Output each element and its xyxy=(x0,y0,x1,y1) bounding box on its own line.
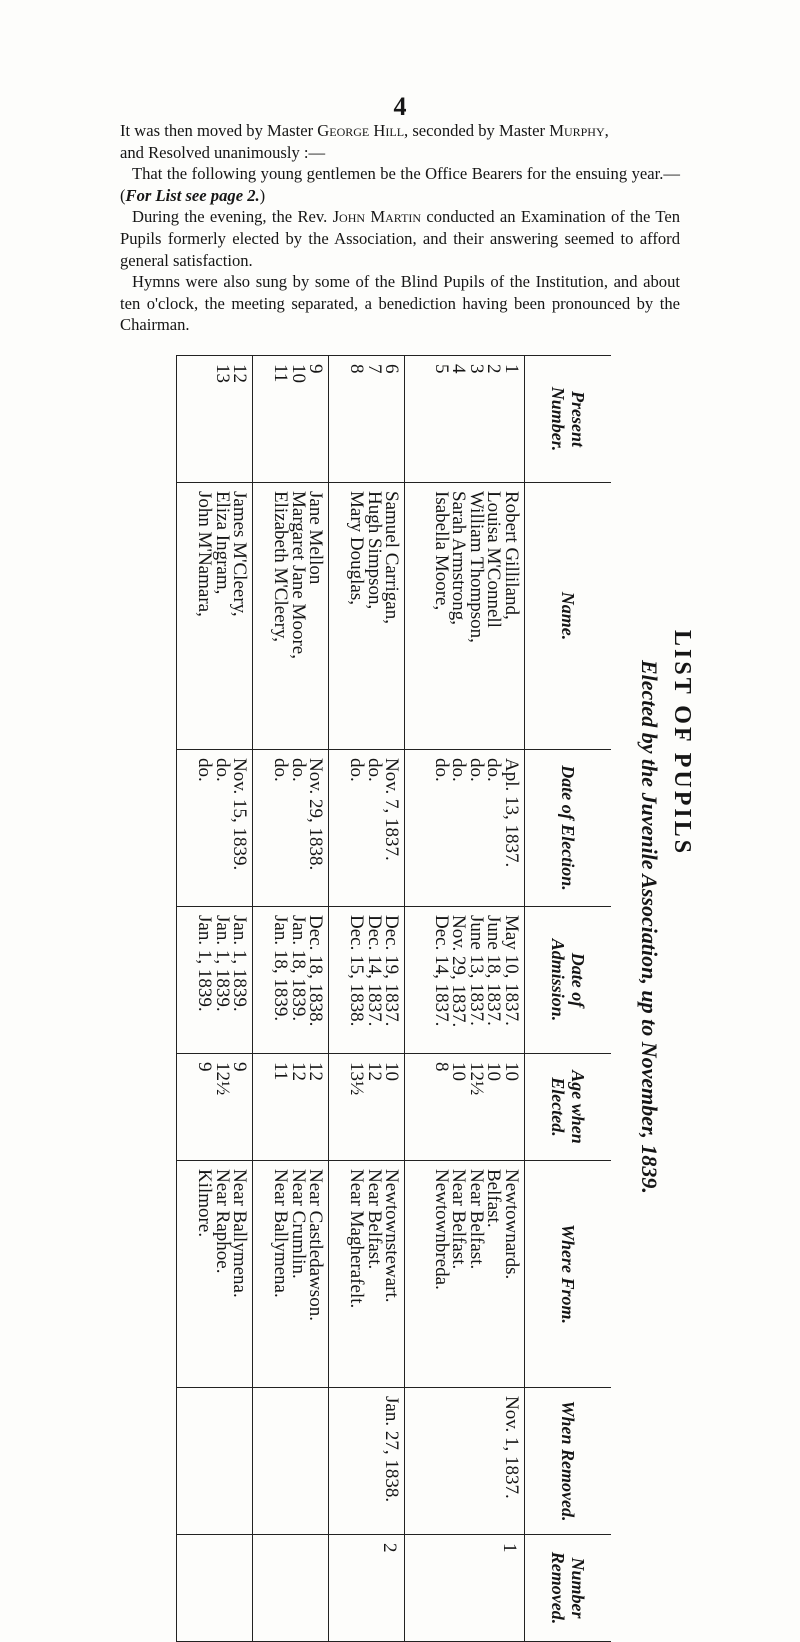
text-fragment: It was then moved by Master xyxy=(120,121,318,140)
cell-date-of-election xyxy=(253,750,329,907)
person-name: John Martin xyxy=(332,207,422,227)
cell-date-of-admission xyxy=(177,907,253,1054)
cell-line: Mary Douglas, xyxy=(346,491,368,605)
text-fragment: That the following young gentlemen be the Office Bearers for the ensuing year.—( xyxy=(120,164,680,205)
cell-line: Dec. 19, 1837. xyxy=(381,915,403,1027)
cell-line: do. xyxy=(346,758,368,782)
cell-line: 12 xyxy=(229,364,251,383)
cell-line: do. xyxy=(287,758,309,782)
header-date-of-admission: Date of Admission. xyxy=(525,907,612,1054)
cell-number-removed: 1 xyxy=(405,1535,525,1642)
cell-line: William Thompson, xyxy=(466,491,487,643)
cell-name xyxy=(177,483,253,750)
cell-where-from xyxy=(253,1161,329,1388)
cell-line: Samuel Carrigan, xyxy=(381,491,403,624)
header-age-when-elected: Age when Elected. xyxy=(525,1054,612,1161)
cell-line: 2 xyxy=(483,364,505,374)
cell-when-removed xyxy=(329,1388,405,1535)
text-fragment: During the evening, the Rev. xyxy=(132,207,333,227)
cell-line: Newtownbreda. xyxy=(431,1169,452,1290)
cell-line: Nov. 7, 1837. xyxy=(381,758,403,861)
cell-number-removed: 2 xyxy=(329,1535,405,1642)
cell-date-of-admission xyxy=(405,907,525,1054)
cell-line: Nov. 29, 1837. xyxy=(448,915,470,1028)
header-date-of-election: Date of Election. xyxy=(525,750,612,907)
cell-line: Kilmore. xyxy=(194,1169,216,1238)
cell-line: Margaret Jane Moore, xyxy=(287,491,309,659)
cell-age xyxy=(329,1054,405,1161)
text-fragment: , seconded by Master xyxy=(404,121,550,140)
paragraph-hymns: Hymns were also sung by some of the Blind Pupils of the Institution, and about ten o'clock, the meeting separated, a benediction having been pronounced by the Chairman. xyxy=(120,272,680,335)
cell-line: Dec. 14, 1837. xyxy=(431,915,452,1027)
cell-line: Near Ballymena. xyxy=(229,1169,251,1298)
cell-line: do. xyxy=(431,758,452,782)
cell-line: 12 xyxy=(305,1062,327,1081)
person-name: George Hill xyxy=(317,121,405,140)
cell-line: 10 xyxy=(483,1062,505,1081)
cell-line: Near Crumlin. xyxy=(287,1169,309,1279)
cell-date-of-election xyxy=(177,750,253,907)
cell-line: do. xyxy=(448,758,470,782)
table-row xyxy=(405,356,525,1642)
cell-line: Jan. 18, 1839. xyxy=(287,915,309,1022)
cell-line: 12 xyxy=(364,1062,385,1081)
cell-line: Near Raphoe. xyxy=(211,1169,233,1274)
header-when-removed: When Removed. xyxy=(525,1388,612,1535)
cell-date-of-election xyxy=(329,750,405,907)
cell-line: do. xyxy=(364,758,385,782)
cell-line: Nov. 1, 1837. xyxy=(501,1396,522,1499)
cell-line: Elizabeth M'Cleery, xyxy=(270,491,292,642)
cell-line: 9 xyxy=(305,364,327,374)
cell-line: Nov. 29, 1838. xyxy=(305,758,327,871)
cell-line: June 18, 1837. xyxy=(483,915,505,1026)
cell-line: 4 xyxy=(448,364,470,374)
cell-line: do. xyxy=(483,758,505,782)
cell-when-removed xyxy=(253,1388,329,1535)
cell-line: Sarah Armstrong, xyxy=(448,491,470,626)
cell-line: 10 xyxy=(381,1062,403,1081)
cell-line: 5 xyxy=(431,364,452,374)
cell-where-from xyxy=(329,1161,405,1388)
header-where-from: Where From. xyxy=(525,1161,612,1388)
cell-date-of-admission xyxy=(253,907,329,1054)
cell-line: 11 xyxy=(270,364,292,383)
cell-line: Jane Mellon xyxy=(305,491,327,585)
text-fragment: , xyxy=(604,121,609,140)
cell-line: 10 xyxy=(448,1062,470,1081)
cell-line: Newtownstewart. xyxy=(381,1169,403,1303)
cell-line: 8 xyxy=(431,1062,452,1072)
cell-where-from xyxy=(177,1161,253,1388)
cell-line: do. xyxy=(466,758,487,782)
cell-line: 13½ xyxy=(346,1062,368,1096)
cell-line: 3 xyxy=(466,364,487,374)
cell-line: Belfast. xyxy=(483,1169,505,1228)
cell-line: Dec. 18, 1838. xyxy=(305,915,327,1027)
page-reference: For List see page 2. xyxy=(125,185,260,205)
paragraph-examination xyxy=(120,206,680,271)
cell-line: 1 xyxy=(501,364,522,374)
cell-age xyxy=(253,1054,329,1161)
cell-when-removed xyxy=(177,1388,253,1535)
cell-line: John M'Namara, xyxy=(194,491,216,617)
cell-age xyxy=(405,1054,525,1161)
cell-name xyxy=(253,483,329,750)
cell-line: Jan. 18, 1839. xyxy=(270,915,292,1022)
cell-line: Dec. 15, 1838. xyxy=(346,915,368,1027)
cell-age xyxy=(177,1054,253,1161)
text-fragment: ) xyxy=(259,185,266,205)
cell-line: 10 xyxy=(287,364,309,383)
cell-line: 9 xyxy=(194,1062,216,1072)
cell-line: 9 xyxy=(229,1062,251,1072)
cell-present-number xyxy=(405,356,525,483)
cell-line: Near Belfast. xyxy=(448,1169,470,1270)
paragraph-moved xyxy=(120,120,680,142)
cell-line: June 13, 1837. xyxy=(466,915,487,1026)
paragraph-resolved: and Resolved unanimously :— xyxy=(120,142,326,162)
cell-line: May 10, 1837. xyxy=(501,915,522,1026)
rotated-table xyxy=(176,355,611,1625)
cell-present-number xyxy=(329,356,405,483)
cell-when-removed xyxy=(405,1388,525,1535)
cell-line: do. xyxy=(194,758,216,782)
cell-number-removed xyxy=(253,1535,329,1642)
list-title: LIST OF PUPILS xyxy=(669,630,695,857)
cell-line: 6 xyxy=(381,364,403,374)
page-number: 4 xyxy=(393,92,407,121)
person-name: Murphy xyxy=(549,121,605,140)
cell-line: 7 xyxy=(364,364,385,374)
cell-name xyxy=(405,483,525,750)
cell-line: Near Castledawson. xyxy=(305,1169,327,1321)
cell-date-of-admission xyxy=(329,907,405,1054)
cell-where-from xyxy=(405,1161,525,1388)
paragraph-office-bearers xyxy=(120,163,680,206)
cell-line: Dec. 14, 1837. xyxy=(364,915,385,1027)
list-subtitle: Elected by the Juvenile Association, up to November, 1839. xyxy=(637,660,662,1194)
cell-line: 8 xyxy=(346,364,368,374)
cell-present-number xyxy=(253,356,329,483)
cell-line: Hugh Simpson, xyxy=(364,491,385,610)
cell-line: Robert Gilliland, xyxy=(501,491,522,620)
text-fragment: conducted an Examination of the Ten Pupils formerly elected by the Association, and their answering seemed to afford general satisfaction. xyxy=(120,207,680,270)
pupil-table xyxy=(176,355,611,1642)
cell-line: Jan. 27, 1838. xyxy=(381,1396,403,1503)
cell-line: 12½ xyxy=(211,1062,233,1096)
cell-line: Louisa M'Connell xyxy=(483,491,505,628)
cell-line: Nov. 15, 1839. xyxy=(229,758,251,871)
table-row xyxy=(253,356,329,1642)
cell-present-number xyxy=(177,356,253,483)
cell-line: Newtownards. xyxy=(501,1169,522,1280)
table-header-row xyxy=(525,356,612,1642)
table-row xyxy=(177,356,253,1642)
cell-line: Near Belfast. xyxy=(364,1169,385,1270)
cell-line: 13 xyxy=(211,364,233,383)
cell-line: Apl. 13, 1837. xyxy=(501,758,522,868)
header-present-number: Present Number. xyxy=(525,356,612,483)
cell-line: Isabella Moore, xyxy=(431,491,452,611)
cell-line: 11 xyxy=(270,1062,292,1081)
cell-line: 10 xyxy=(501,1062,522,1081)
header-name: Name. xyxy=(525,483,612,750)
cell-line: Jan. 1, 1839. xyxy=(229,915,251,1012)
cell-line: Near Belfast. xyxy=(466,1169,487,1270)
cell-line: do. xyxy=(270,758,292,782)
cell-number-removed xyxy=(177,1535,253,1642)
cell-line: Near Ballymena. xyxy=(270,1169,292,1298)
cell-line: Near Magherafelt. xyxy=(346,1169,368,1309)
minutes-text xyxy=(120,120,680,336)
cell-line: 12 xyxy=(287,1062,309,1081)
cell-line: James M'Cleery, xyxy=(229,491,251,617)
cell-line: Jan. 1, 1839. xyxy=(211,915,233,1012)
cell-name xyxy=(329,483,405,750)
cell-line: 12½ xyxy=(466,1062,487,1096)
pupil-table-container xyxy=(176,355,611,1625)
header-number-removed: Number Removed. xyxy=(525,1535,612,1642)
cell-line: Eliza Ingram, xyxy=(211,491,233,595)
cell-line: Jan. 1, 1839. xyxy=(194,915,216,1012)
cell-date-of-election xyxy=(405,750,525,907)
cell-line: do. xyxy=(211,758,233,782)
table-row xyxy=(329,356,405,1642)
pupil-table-body xyxy=(177,356,525,1642)
